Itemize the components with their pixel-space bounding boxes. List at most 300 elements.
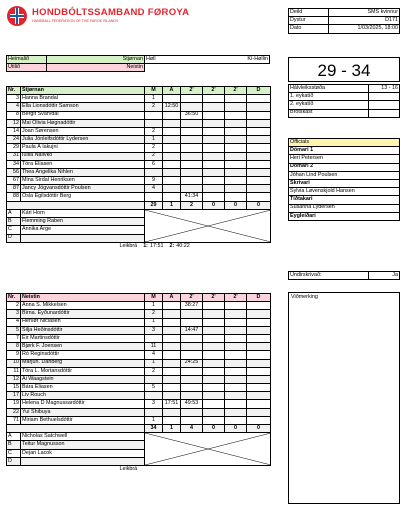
suspension-3-cell <box>225 416 247 424</box>
suspension-2-cell <box>203 103 225 111</box>
venue-label: Høll <box>145 56 208 64</box>
disqualification-cell <box>247 168 271 176</box>
col-header-suspension-2: 2' <box>203 87 225 95</box>
suspension-1-cell <box>181 384 203 392</box>
warning-cell: 12:50 <box>163 103 181 111</box>
goals-cell <box>145 168 163 176</box>
suspension-2-cell <box>203 400 225 408</box>
totals-row <box>7 201 271 209</box>
player-row <box>7 168 271 176</box>
timeout-label: Leikbrá <box>119 242 138 249</box>
suspension-3-cell <box>225 375 247 383</box>
player-name: Bára Eliasen <box>21 384 145 392</box>
suspension-2-cell <box>203 326 225 334</box>
player-name: Anna S. Mikkelsen <box>21 302 145 310</box>
disqualification-cell <box>247 310 271 318</box>
col-header-suspension-2: 2' <box>203 294 225 302</box>
scorekeeper-label: Skrivari <box>289 179 400 187</box>
disqualification-cell <box>247 343 271 351</box>
player-row <box>7 111 271 119</box>
player-number: 10 <box>7 359 21 367</box>
away-roster-table <box>6 293 271 474</box>
suspension-2-cell <box>203 367 225 375</box>
suspension-3-cell <box>225 310 247 318</box>
player-name: Jancy Jógvansdóttir Poulsen <box>21 185 145 193</box>
total-suspension-1-cell: 4 <box>181 425 203 433</box>
player-number: 15 <box>7 384 21 392</box>
col-header-goals: M <box>145 294 163 302</box>
referee-2-name: Jóhan Lind Poulsen <box>289 171 400 179</box>
player-number: 3 <box>7 95 21 103</box>
player-name: Tóra Eliasen <box>21 160 145 168</box>
disqualification-cell <box>247 408 271 416</box>
player-row <box>7 302 271 310</box>
suspension-2-cell <box>203 111 225 119</box>
venue-name: Kí-Høllin <box>207 56 270 64</box>
disqualification-cell <box>247 334 271 342</box>
disqualification-cell <box>247 400 271 408</box>
staff-cards-area <box>145 433 271 466</box>
disqualification-cell <box>247 136 271 144</box>
suspension-1-cell <box>181 160 203 168</box>
hsf-logo-icon <box>6 5 28 27</box>
goals-cell: 1 <box>145 416 163 424</box>
suspension-1-cell <box>181 343 203 351</box>
goals-cell: 1 <box>145 359 163 367</box>
player-row <box>7 152 271 160</box>
staff-row <box>7 209 271 217</box>
cross-out-icon <box>145 210 271 242</box>
suspension-3-cell <box>225 95 247 103</box>
player-name: Iuliia Nalivko <box>21 152 145 160</box>
goals-cell: 2 <box>145 144 163 152</box>
suspension-2-cell <box>203 152 225 160</box>
player-number: 5 <box>7 326 21 334</box>
col-header-suspension-1: 2' <box>181 87 203 95</box>
player-row <box>7 144 271 152</box>
warning-cell <box>163 367 181 375</box>
suspension-1-cell <box>181 318 203 326</box>
player-number: 88 <box>7 193 21 201</box>
staff-name <box>21 234 145 242</box>
col-header-nr: Nr. <box>7 294 21 302</box>
disqualification-cell <box>247 111 271 119</box>
goals-cell <box>145 111 163 119</box>
col-header-disqualification: D <box>247 87 271 95</box>
suspension-3-cell <box>225 168 247 176</box>
player-row <box>7 177 271 185</box>
warning-cell <box>163 302 181 310</box>
suspension-3-cell <box>225 119 247 127</box>
suspension-3-cell <box>225 326 247 334</box>
col-header-suspension-3: 2' <box>225 294 247 302</box>
player-row <box>7 408 271 416</box>
col-header-warning: Á <box>163 294 181 302</box>
suspension-1-cell <box>181 136 203 144</box>
suspension-1-cell <box>181 351 203 359</box>
goals-cell: 2 <box>145 127 163 135</box>
referee-1-name: Heri Petersen <box>289 155 400 163</box>
staff-name: Kári Horn <box>21 209 145 217</box>
teams-table <box>6 55 270 72</box>
player-row <box>7 367 271 375</box>
supervisor-label: Eygleiðari <box>289 212 400 220</box>
warning-cell <box>163 193 181 201</box>
suspension-2-cell <box>203 119 225 127</box>
total-suspension-2-cell: 0 <box>203 201 225 209</box>
suspension-2-cell <box>203 168 225 176</box>
officials-table <box>288 138 400 221</box>
suspension-1-cell <box>181 334 203 342</box>
player-row <box>7 351 271 359</box>
player-name: Hervør Niclasen <box>21 318 145 326</box>
referee-1-label: Dómari 1 <box>289 147 400 155</box>
extra-time-1-value <box>369 93 400 101</box>
warning-cell <box>163 144 181 152</box>
player-name: Mina Sirdal Henriksen <box>21 177 145 185</box>
signature-label: Undirskrivað: <box>289 272 369 280</box>
player-name: Hanna Brandal <box>21 95 145 103</box>
warning-cell <box>163 384 181 392</box>
player-name: Birna. Eyðunardóttir <box>21 310 145 318</box>
player-row <box>7 375 271 383</box>
suspension-2-cell <box>203 416 225 424</box>
goals-cell: 3 <box>145 326 163 334</box>
suspension-3-cell <box>225 111 247 119</box>
warning-cell <box>163 416 181 424</box>
info-value: 1/03/2025, 18:00 <box>329 25 400 33</box>
staff-code: C <box>7 226 21 234</box>
federation-subtitle: HANDBALL FEDERATION OF THE FAROE ISLANDS <box>32 19 119 23</box>
suspension-2-cell <box>203 334 225 342</box>
col-header-warning: Á <box>163 87 181 95</box>
suspension-2-cell <box>203 95 225 103</box>
player-number: 29 <box>7 144 21 152</box>
suspension-3-cell <box>225 400 247 408</box>
home-team-label: Heimalið <box>7 56 47 64</box>
player-row <box>7 103 271 111</box>
suspension-3-cell <box>225 302 247 310</box>
player-number: 8 <box>7 343 21 351</box>
staff-name: Dejan Lacok <box>21 449 145 457</box>
timeout-row <box>7 242 271 250</box>
disqualification-cell <box>247 119 271 127</box>
player-row <box>7 343 271 351</box>
disqualification-cell <box>247 326 271 334</box>
timeout-number: 2: <box>169 242 175 249</box>
goals-cell: 1 <box>145 136 163 144</box>
info-value: D171 <box>329 17 400 25</box>
staff-row <box>7 433 271 441</box>
warning-cell <box>163 177 181 185</box>
player-name: Silja Heðinsdóttir <box>21 326 145 334</box>
player-number: 9 <box>7 351 21 359</box>
player-number: 31 <box>7 152 21 160</box>
suspension-2-cell <box>203 310 225 318</box>
suspension-1-cell: 24:25 <box>181 359 203 367</box>
disqualification-cell <box>247 160 271 168</box>
timeout-time: 40:22 <box>176 242 190 249</box>
staff-name: Annika Arge <box>21 226 145 234</box>
warning-cell <box>163 111 181 119</box>
goals-cell: 2 <box>145 310 163 318</box>
suspension-2-cell <box>203 408 225 416</box>
player-row <box>7 384 271 392</box>
suspension-1-cell <box>181 168 203 176</box>
player-number: 14 <box>7 127 21 135</box>
goals-cell: 9 <box>145 177 163 185</box>
remarks-box <box>288 292 400 504</box>
goals-cell <box>145 193 163 201</box>
warning-cell <box>163 310 181 318</box>
warning-cell: 17:51 <box>163 400 181 408</box>
info-row-match <box>289 17 400 25</box>
total-warning-cell: 1 <box>163 201 181 209</box>
suspension-3-cell <box>225 160 247 168</box>
player-name: Ella Lionsdóttir Samson <box>21 103 145 111</box>
suspension-1-cell <box>181 144 203 152</box>
roster-header <box>7 87 271 95</box>
suspension-1-cell: 41:34 <box>181 193 203 201</box>
warning-cell <box>163 326 181 334</box>
suspension-1-cell <box>181 103 203 111</box>
federation-logo <box>6 5 28 27</box>
total-suspension-2-cell: 0 <box>203 425 225 433</box>
col-header-goals: M <box>145 87 163 95</box>
player-number: 17 <box>7 392 21 400</box>
player-number: 11 <box>7 367 21 375</box>
goals-cell: 3 <box>145 400 163 408</box>
suspension-3-cell <box>225 136 247 144</box>
goals-cell <box>145 392 163 400</box>
player-row <box>7 127 271 135</box>
player-row <box>7 359 271 367</box>
info-label: Dato <box>289 25 329 33</box>
staff-code: D <box>7 457 21 465</box>
totals-label-cell <box>21 201 145 209</box>
timekeeper-label: Tíðtakari <box>289 196 400 204</box>
goals-cell <box>145 375 163 383</box>
halftime-label: Hálvleiksstøða <box>289 85 369 93</box>
away-team-label: Útilið <box>7 64 47 72</box>
suspension-3-cell <box>225 343 247 351</box>
suspension-1-cell <box>181 392 203 400</box>
suspension-3-cell <box>225 367 247 375</box>
disqualification-cell <box>247 127 271 135</box>
suspension-3-cell <box>225 152 247 160</box>
total-suspension-3-cell: 0 <box>225 201 247 209</box>
staff-code: A <box>7 433 21 441</box>
disqualification-cell <box>247 416 271 424</box>
timekeeper-name: Súsanna Lydersen <box>289 204 400 212</box>
staff-code: A <box>7 209 21 217</box>
total-goals-cell: 29 <box>145 201 163 209</box>
total-disqualification-cell: 0 <box>247 201 271 209</box>
goals-cell: 2 <box>145 152 163 160</box>
player-row <box>7 310 271 318</box>
disqualification-cell <box>247 177 271 185</box>
extra-time-1-label: 1. eykatíð <box>289 93 369 101</box>
player-row <box>7 416 271 424</box>
player-number: 4 <box>7 318 21 326</box>
disqualification-cell <box>247 392 271 400</box>
warning-cell <box>163 152 181 160</box>
goals-cell <box>145 408 163 416</box>
col-header-team: Stjørnan <box>21 87 145 95</box>
warning-cell <box>163 95 181 103</box>
suspension-1-cell: 49:53 <box>181 400 203 408</box>
suspension-3-cell <box>225 359 247 367</box>
player-name: Julia Jónleifsdóttir Lydersen <box>21 136 145 144</box>
suspension-1-cell <box>181 119 203 127</box>
remarks-label: Viðmerking <box>291 294 318 300</box>
player-row <box>7 392 271 400</box>
warning-cell <box>163 185 181 193</box>
player-name: Ai Waagstein <box>21 375 145 383</box>
warning-cell <box>163 160 181 168</box>
suspension-1-cell <box>181 177 203 185</box>
staff-name: Flemming Raben <box>21 218 145 226</box>
player-row <box>7 160 271 168</box>
suspension-1-cell <box>181 375 203 383</box>
disqualification-cell <box>247 103 271 111</box>
player-name: Liv Rouch <box>21 392 145 400</box>
player-number: 7 <box>7 334 21 342</box>
total-warning-cell: 1 <box>163 425 181 433</box>
player-name: Mai Olivia Høgnadóttir <box>21 119 145 127</box>
suspension-1-cell <box>181 408 203 416</box>
match-info-table <box>288 8 400 34</box>
player-name: Eir Martinsdóttir <box>21 334 145 342</box>
player-name: Marjun. Danberg <box>21 359 145 367</box>
timeout-time: 17:51 <box>149 242 164 249</box>
player-number: 2 <box>7 302 21 310</box>
col-header-disqualification: D <box>247 294 271 302</box>
suspension-3-cell <box>225 177 247 185</box>
staff-name: Nicholas Satchwell <box>21 433 145 441</box>
timeout-cell <box>7 466 271 474</box>
suspension-2-cell <box>203 302 225 310</box>
disqualification-cell <box>247 185 271 193</box>
disqualification-cell <box>247 367 271 375</box>
goals-cell: 1 <box>145 318 163 326</box>
warning-cell <box>163 375 181 383</box>
warning-cell <box>163 127 181 135</box>
goals-cell <box>145 119 163 127</box>
suspension-2-cell <box>203 160 225 168</box>
staff-code: C <box>7 449 21 457</box>
staff-name: Teitur Magnusson <box>21 441 145 449</box>
disqualification-cell <box>247 351 271 359</box>
player-row <box>7 318 271 326</box>
roster-header <box>7 294 271 302</box>
suspension-1-cell: 36:50 <box>181 111 203 119</box>
col-header-team: Neistin <box>21 294 145 302</box>
total-goals-cell: 34 <box>145 425 163 433</box>
total-suspension-1-cell: 2 <box>181 201 203 209</box>
totals-row <box>7 425 271 433</box>
goals-cell: 1 <box>145 95 163 103</box>
player-number: 3 <box>7 310 21 318</box>
suspension-2-cell <box>203 343 225 351</box>
suspension-1-cell <box>181 416 203 424</box>
signature-value: Ja <box>369 272 400 280</box>
player-number: 71 <box>7 416 21 424</box>
goals-cell: 2 <box>145 367 163 375</box>
player-number: 34 <box>7 160 21 168</box>
suspension-2-cell <box>203 136 225 144</box>
suspension-3-cell <box>225 408 247 416</box>
goals-cell <box>145 334 163 342</box>
player-name: Bergit Svarvdal <box>21 111 145 119</box>
suspension-3-cell <box>225 334 247 342</box>
suspension-3-cell <box>225 318 247 326</box>
player-number: 56 <box>7 168 21 176</box>
goals-cell: 4 <box>145 351 163 359</box>
player-row <box>7 334 271 342</box>
player-number: 24 <box>7 136 21 144</box>
suspension-1-cell: 14:47 <box>181 326 203 334</box>
suspension-3-cell <box>225 351 247 359</box>
suspension-2-cell <box>203 359 225 367</box>
final-score: 29 - 34 <box>288 57 400 82</box>
goals-cell: 5 <box>145 384 163 392</box>
timeout-number: 1: <box>143 242 148 249</box>
player-row <box>7 185 271 193</box>
suspension-1-cell <box>181 152 203 160</box>
info-row-division <box>289 9 400 17</box>
info-label: Dystur <box>289 17 329 25</box>
score-details-table <box>288 84 400 118</box>
suspension-3-cell <box>225 127 247 135</box>
staff-code: B <box>7 441 21 449</box>
home-team-name: Stjørnan <box>47 56 145 64</box>
player-number: 12 <box>7 119 21 127</box>
warning-cell <box>163 119 181 127</box>
disqualification-cell <box>247 359 271 367</box>
suspension-2-cell <box>203 375 225 383</box>
player-row <box>7 326 271 334</box>
suspension-1-cell <box>181 367 203 375</box>
warning-cell <box>163 408 181 416</box>
player-number: 87 <box>7 185 21 193</box>
info-row-date <box>289 25 400 33</box>
suspension-3-cell <box>225 144 247 152</box>
extra-time-2-value <box>369 101 400 109</box>
disqualification-cell <box>247 95 271 103</box>
warning-cell <box>163 318 181 326</box>
suspension-1-cell <box>181 310 203 318</box>
goals-cell: 4 <box>145 185 163 193</box>
player-name: Osla Egilsdóttir Berg <box>21 193 145 201</box>
timeout-cell <box>7 242 271 250</box>
suspension-3-cell <box>225 103 247 111</box>
timeout-label: Leikbrá <box>119 466 138 473</box>
warning-cell <box>163 136 181 144</box>
disqualification-cell <box>247 193 271 201</box>
suspension-2-cell <box>203 185 225 193</box>
suspension-3-cell <box>225 384 247 392</box>
totals-spacer <box>7 201 21 209</box>
player-name: Helena D Magnussardóttir <box>21 400 145 408</box>
player-row <box>7 119 271 127</box>
player-number: 22 <box>7 408 21 416</box>
player-row <box>7 193 271 201</box>
warning-cell <box>163 343 181 351</box>
total-disqualification-cell: 0 <box>247 425 271 433</box>
suspension-2-cell <box>203 193 225 201</box>
suspension-2-cell <box>203 144 225 152</box>
